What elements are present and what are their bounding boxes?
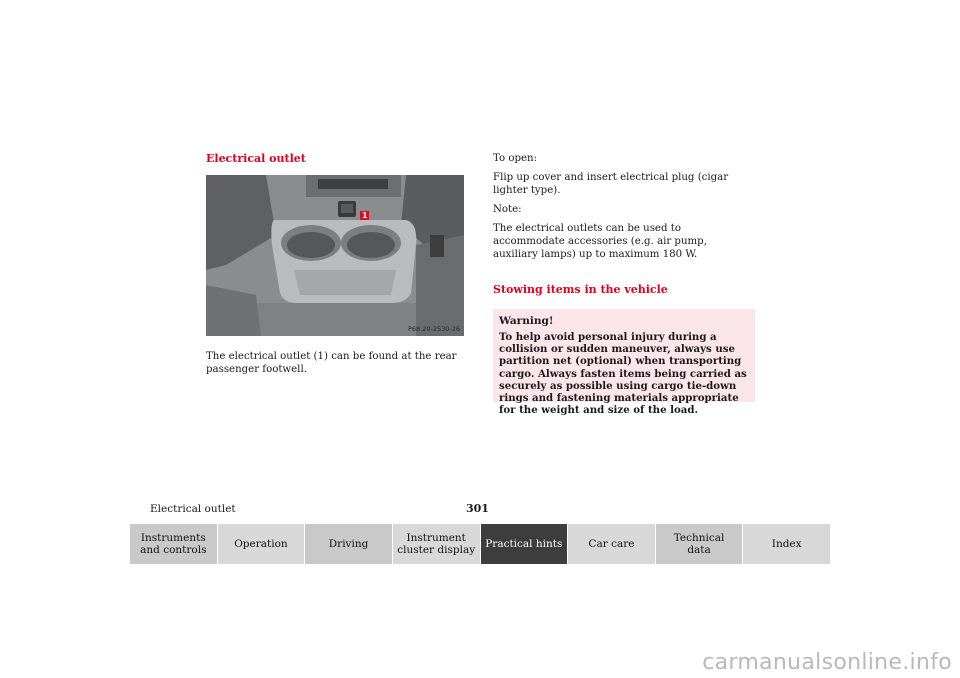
tab-car-care[interactable]: Car care xyxy=(568,524,656,564)
tab-operation[interactable]: Operation xyxy=(218,524,306,564)
tab-practical-hints[interactable]: Practical hints xyxy=(481,524,569,564)
right-column xyxy=(493,152,751,267)
note-label: Note: xyxy=(493,204,522,215)
tab-driving[interactable]: Driving xyxy=(305,524,393,564)
page-number: 301 xyxy=(466,502,489,515)
open-text: Flip up cover and insert electrical plug (cigar lighter type). xyxy=(493,172,729,196)
stowing-heading: Stowing items in the vehicle xyxy=(493,283,668,296)
tab-index[interactable]: Index xyxy=(743,524,830,564)
section-heading: Electrical outlet xyxy=(206,152,306,165)
figure-callout-label: 1 xyxy=(362,211,368,220)
note-text: The electrical outlets can be used to accommodate accessories (e.g. air pump, auxiliary lamps) up to maximum 180 W. xyxy=(493,223,707,260)
warning-title: Warning! xyxy=(499,315,554,327)
open-label: To open: xyxy=(493,153,538,164)
warning-box xyxy=(493,309,755,417)
tab-instrument-cluster-display[interactable]: Instrument cluster display xyxy=(393,524,481,564)
warning-text: To help avoid personal injury during a collision or sudden maneuver, always use partition net (optional) when transporting cargo. Always fasten items being carried as securely as possible using cargo tie-down rings and fastening materials appropriate for the weight and size of the load. xyxy=(499,331,747,417)
figure-code: P68.20-2530-26 xyxy=(407,325,460,333)
figure-caption: The electrical outlet (1) can be found at the rear passenger footwell. xyxy=(206,351,457,375)
chapter-tabs xyxy=(130,524,830,564)
footer-section-label: Electrical outlet xyxy=(150,503,236,515)
cupholder-outlet-figure xyxy=(206,175,464,336)
watermark-text: carmanualsonline.info xyxy=(702,650,952,675)
tab-instruments-and-controls[interactable]: Instruments and controls xyxy=(130,524,218,564)
tab-technical-data[interactable]: Technical data xyxy=(656,524,744,564)
